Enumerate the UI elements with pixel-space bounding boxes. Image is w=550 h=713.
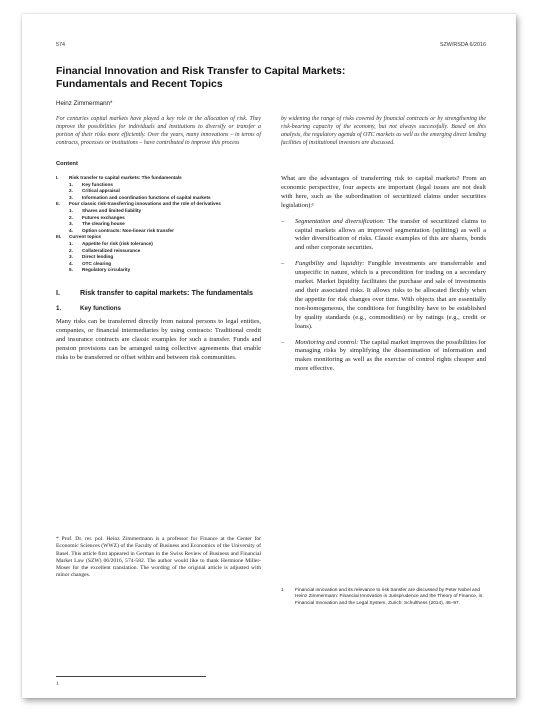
bullet-text [295,339,486,375]
toc-list [56,175,261,274]
running-header [56,42,486,48]
author-footnote: * Prof. Dr. rer. pol. Heinz Zimmermann is a professor for Finance at the Center for Economic Sciences (WWZ) of the Faculty of Business and Economics of the University of Basel. This article first appeared in German in the Swiss Review of Business and Financial Market Law (SZW) 06/2016, 574-582. The author would like to thank Hermione Miller-Moser for the excellent translation. The wording of the original article is adjusted with minor changes. [56,536,261,579]
section-heading [56,288,261,297]
toc-item-number: 3. [69,221,73,227]
footnote-1-number: 1 [281,588,284,593]
bullet-lead: Monitoring and control: [295,338,359,346]
toc-item [56,241,261,248]
bullet-item [281,260,486,331]
left-column [56,161,261,374]
toc-item-text: Information and coordination functions of capital markets [82,194,211,200]
toc-item-number: 4. [69,227,73,233]
toc-item [56,267,261,274]
abstract-left: For centuries capital markets have played a key role in the allocation of risk. They improve the possibilities for individuals and institutions to diversify or transfer a portion of their risks more efficiently. Over the years, many innovations – in terms of contracts, processes or institutions – have contributed to improve this process [56,116,261,146]
toc-item-number: I. [56,175,59,180]
bottom-footnote-number: 1 [56,682,59,687]
toc-item-text: Futures exchanges [82,214,125,220]
toc-item-number: 1. [69,240,73,246]
toc-item-number: 1. [69,207,73,213]
toc-item [56,228,261,235]
bullet-text [295,260,486,331]
toc-item-text: Regulatory circularity [82,267,131,273]
bullet-dash: – [281,260,285,268]
abstract-right: by widening the range of risks covered by financial contracts or by strengthening the risk-bearing capacity of the economy, but not always successfully. Based on this analysis, the regulatory agenda of OTC markets as well as the emerging direct lending facilities of institutional investors are discussed. [281,116,486,146]
page-number: 574 [56,42,65,48]
toc-item-number: 3. [69,194,73,200]
toc-item [56,175,261,182]
toc-item-text: Four classic risk-transferring innovations and the role of derivatives [69,201,221,207]
toc-item-text: Collateralized reinsurance [82,247,141,253]
toc-item-text: Option contracts: Non-linear risk transfer [82,227,174,233]
section-number: I. [56,287,60,297]
toc-item-text: Key functions [82,181,113,187]
abstract [56,115,486,147]
article-title: Financial Innovation and Risk Transfer to Capital Markets: Fundamentals and Recent Topics [56,65,346,90]
toc-item [56,182,261,189]
toc-item [56,188,261,195]
toc-item [56,261,261,268]
toc-item-text: Current topics [69,234,102,240]
bullet-dash: – [281,338,285,346]
bullet-body: The capital market improves the possibilities for managing risks by simplifying the dissemination of information and makes monitoring as well as the exercise of control rights cheaper and more effective. [295,338,486,373]
toc-item [56,248,261,255]
bullet-body: The transfer of securitized claims to capital markets allows an improved segmentation (splitting) as well a wider diversification of risks. Classic examples of this are shares, bonds and other corporate securities. [295,217,486,252]
toc-item-number: 5. [69,267,73,273]
toc-item [56,201,261,208]
subsection-heading [56,305,261,312]
bullet-text [295,218,486,254]
bullet-dash: – [281,217,285,225]
bullet-body: Fungible investments are transferrable and unspecific in nature, which is a precondition for trading on a secondary market. Market liquidity facilitates the purchase and sale of investments and their associated risks. It allows risks to be allocated flexibly when the appetite for risk changes over time. With objects that are essentially non-homogeneous, the conditions for fungibility have to be established by quality standards (e.g., commodities) or by ratings (e.g., credit or loans). [295,260,487,330]
document-page [22,14,516,698]
toc-title: Content [56,161,78,167]
toc-item-text: Shares and limited liability [82,207,142,213]
toc-item-number: 4. [69,260,73,266]
subsection-number: 1. [56,304,62,312]
footnote-rule [56,676,206,677]
toc-item-text: Critical appraisal [82,188,120,194]
right-column [281,161,486,374]
toc-item [56,234,261,241]
toc-item-number: 2. [69,188,73,194]
toc-item [56,215,261,222]
right-intro: What are the advantages of transferring risk to capital markets? From an economic perspective, four aspects are important (legal issues are not dealt with here, such as the subordination of securitized claims under securities legislation):¹ [281,175,486,209]
bullet-lead: Segmentation and diversification: [295,217,386,225]
toc-item-text: Appetite for risk (risk tolerance) [82,240,153,246]
toc-item-text: OTC clearing [82,260,112,266]
bullet-lead: Fungibility and liquidity: [295,260,365,268]
body-columns [56,161,486,374]
toc-item-text: Risk transfer to capital markets: The fundamentals [69,175,182,180]
journal-label: SZW/RSDA 6/2016 [439,42,486,48]
toc-item-number: 2. [69,247,73,253]
bullet-item [281,218,486,254]
bullet-item [281,339,486,375]
author-name: Heinz Zimmermann* [56,100,113,107]
toc-item-number: II. [56,201,60,207]
toc-item [56,195,261,202]
toc-item-number: III. [56,234,62,240]
subsection-title: Key functions [80,304,121,312]
toc-item-number: 2. [69,214,73,220]
toc-item [56,208,261,215]
toc-item [56,221,261,228]
bullet-list [281,218,486,375]
toc-item-text: Direct lending [82,254,114,260]
toc-item-number: 1. [69,181,73,187]
section-title: Risk transfer to capital markets: The fundamentals [80,287,253,297]
footnote-1 [281,588,486,607]
page-content [56,42,486,374]
footnotes [56,536,486,607]
section-body: Many risks can be transferred directly from natural persons to legal entities, companies, or financial intermediaries by using contracts: Traditional credit and insurance contracts are classic examples for such a transfer. Funds and pension provisions can be arranged using collective agreements that enable risks to be transferred or offset within and between risk communities. [56,317,261,361]
toc-item-number: 3. [69,254,73,260]
toc-item [56,254,261,261]
toc-item-text: The clearing house [82,221,125,227]
footnote-1-text: Financial innovation and its relevance to risk transfer are discussed by Peter Nobel and Heinz Zimmermann: Financial Innovation in Jurisprudence and the Theory of Finance, in: Financial Innovation and the Legal System, Zurich: Schulthess (2014), 45–97. [295,588,484,606]
